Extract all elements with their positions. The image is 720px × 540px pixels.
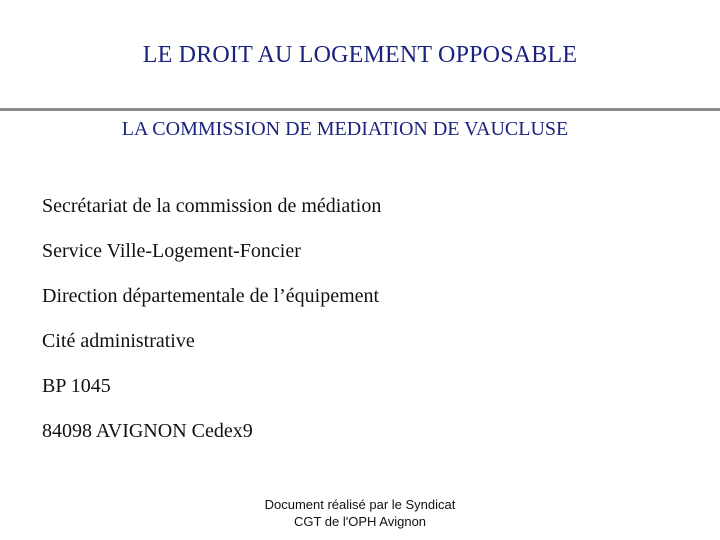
address-line: Secrétariat de la commission de médiation: [42, 195, 382, 217]
footer-line: CGT de l'OPH Avignon: [293, 514, 427, 529]
footer-note: [230, 496, 490, 530]
address-line: BP 1045: [42, 375, 111, 397]
slide-title: LE DROIT AU LOGEMENT OPPOSABLE: [142, 42, 578, 68]
address-line: Cité administrative: [42, 330, 195, 352]
title-divider: [0, 108, 720, 111]
address-line: Service Ville-Logement-Foncier: [42, 240, 301, 262]
slide-subtitle: LA COMMISSION DE MEDIATION DE VAUCLUSE: [121, 118, 569, 140]
address-line: 84098 AVIGNON Cedex9: [42, 420, 253, 442]
address-line: Direction départementale de l’équipement: [42, 285, 380, 307]
address-block: [42, 195, 381, 465]
footer-line: Document réalisé par le Syndicat: [264, 497, 456, 512]
